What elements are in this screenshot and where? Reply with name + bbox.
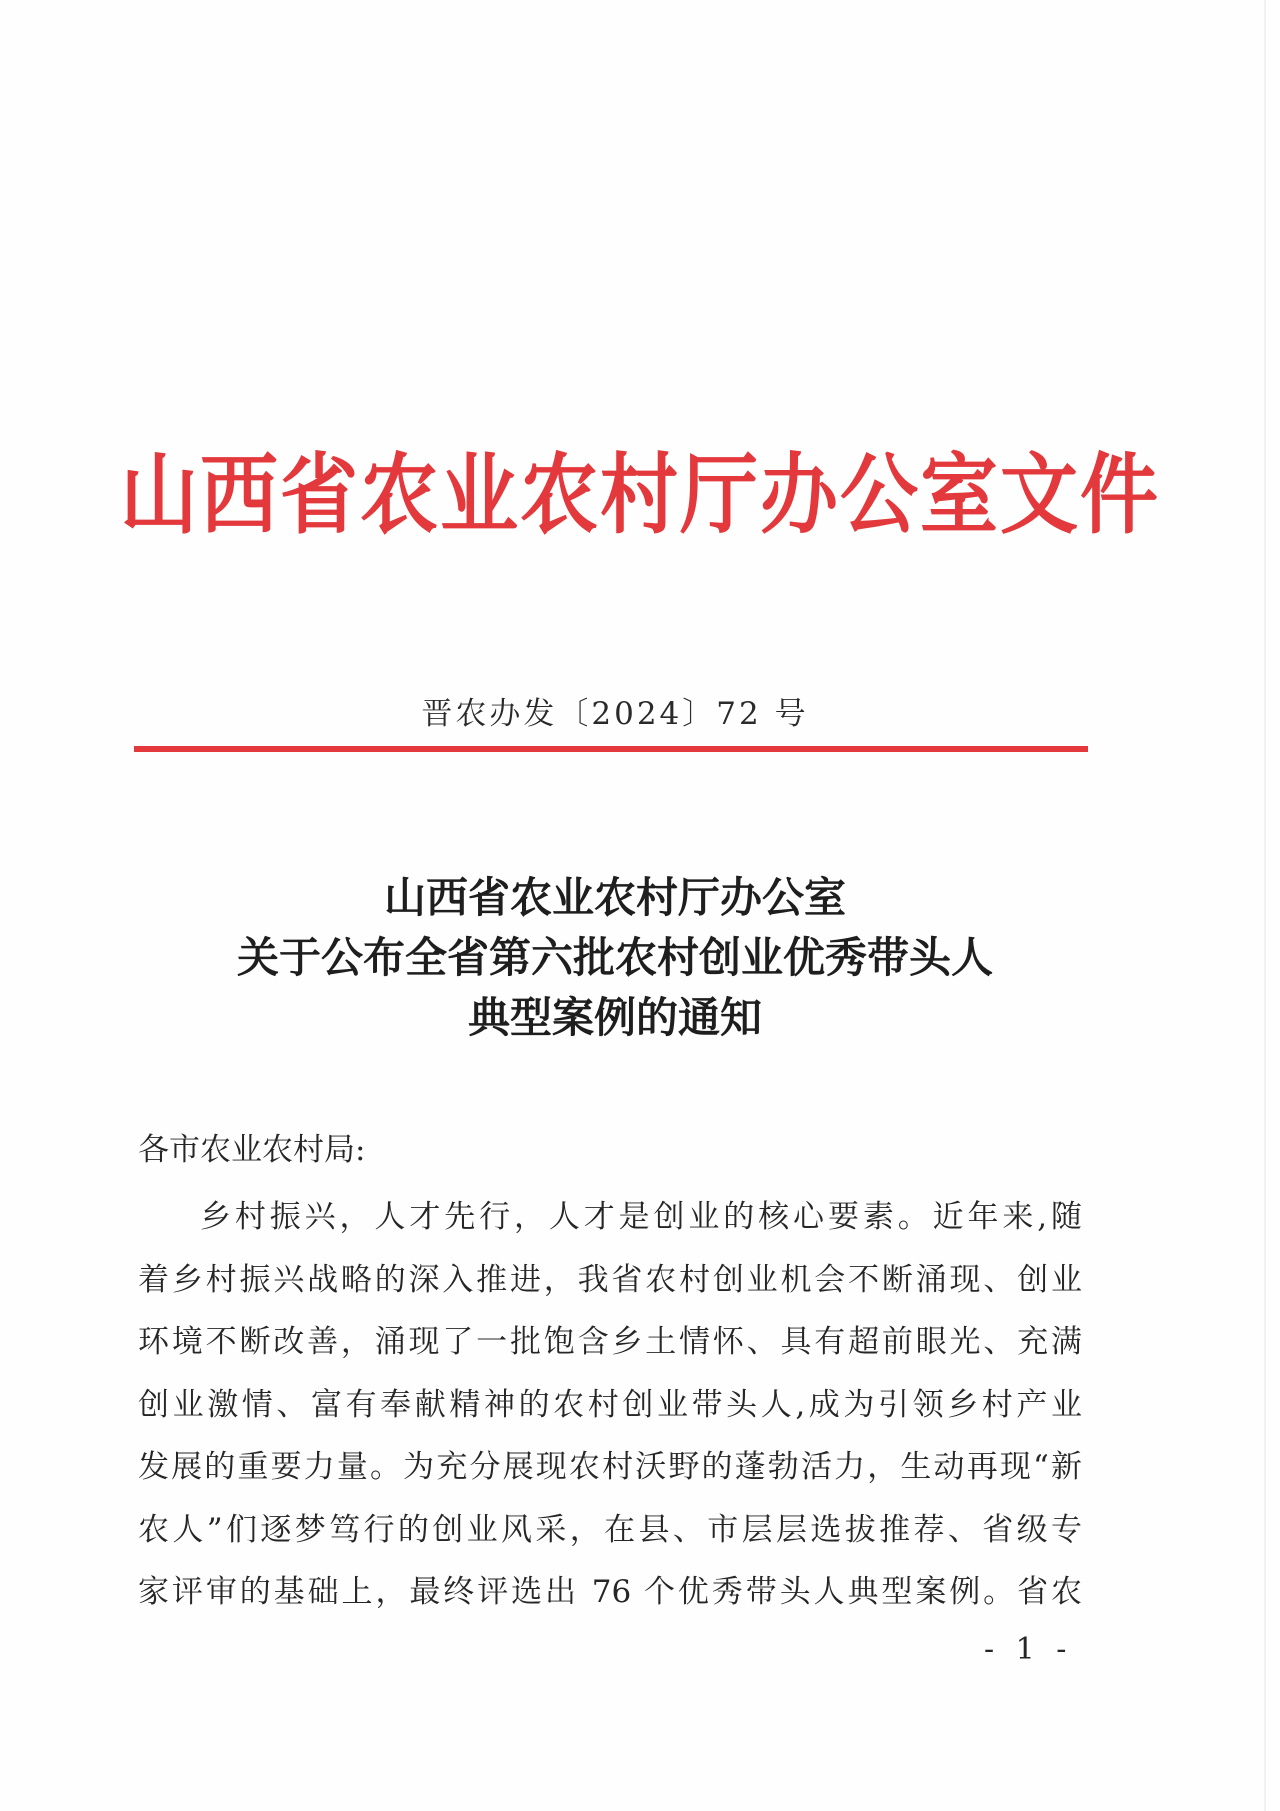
body-line: 环境不断改善，涌现了一批饱含乡土情怀、具有超前眼光、充满 [138,1324,1082,1360]
body-line: 创业激情、富有奉献精神的农村创业带头人,成为引领乡村产业 [138,1386,1082,1423]
issuer-header: 山西省农业农村厅办公室文件 [119,444,1160,547]
scan-edge [1264,0,1266,1811]
body-line: 着乡村振兴战略的深入推进，我省农村创业机会不断涌现、创业 [138,1261,1082,1298]
notice-title-line: 关于公布全省第六批农村创业优秀带头人 [236,933,993,982]
body-line: 家评审的基础上，最终评选出 76 个优秀带头人典型案例。省农 [138,1574,1082,1610]
notice-title-line: 山西省农业农村厅办公室 [383,873,846,922]
notice-title-line: 典型案例的通知 [467,993,762,1042]
body-line: 乡村振兴，人才先行，人才是创业的核心要素。近年来,随 [200,1199,1082,1235]
document-number: 晋农办发〔2024〕72 号 [421,696,809,732]
page-number: - 1 - [984,1632,1073,1667]
body-line: 发展的重要力量。为充分展现农村沃野的蓬勃活力，生动再现“新 [138,1449,1082,1485]
notice-title [0,868,1230,1048]
salutation: 各市农业农村局: [138,1132,366,1168]
body-paragraph [138,1186,1082,1624]
red-separator-line [134,746,1088,752]
body-line: 农人”们逐梦笃行的创业风采，在县、市层层选拔推荐、省级专 [138,1511,1082,1548]
